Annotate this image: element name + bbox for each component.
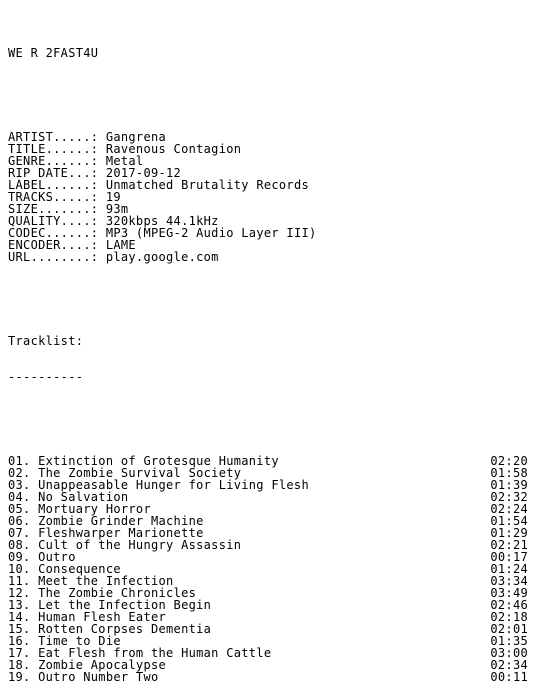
spacer <box>8 407 528 419</box>
info-value: 320kbps 44.1kHz <box>105 214 219 228</box>
info-row <box>8 251 528 263</box>
release-info-block <box>8 131 528 263</box>
info-label: GENRE......: <box>8 154 99 168</box>
track-duration: 02:32 <box>490 490 528 504</box>
track-duration: 01:39 <box>490 478 528 492</box>
tracklist-heading: Tracklist: <box>8 334 84 348</box>
track-duration: 03:49 <box>490 586 528 600</box>
info-value: Metal <box>105 154 144 168</box>
track-title: 13. Let the Infection Begin <box>8 598 212 612</box>
track-duration: 01:24 <box>490 562 528 576</box>
track-duration: 01:35 <box>490 634 528 648</box>
track-row <box>8 623 528 635</box>
info-value: MP3 (MPEG-2 Audio Layer III) <box>105 226 317 240</box>
track-row <box>8 563 528 575</box>
track-row <box>8 671 528 683</box>
track-row <box>8 551 528 563</box>
info-label: ENCODER....: <box>8 238 99 252</box>
track-duration: 01:54 <box>490 514 528 528</box>
tracklist-underline: ---------- <box>8 370 84 384</box>
info-label: URL........: <box>8 250 99 264</box>
track-title: 15. Rotten Corpses Dementia <box>8 622 212 636</box>
info-label: LABEL......: <box>8 178 99 192</box>
nfo-document <box>8 23 528 695</box>
track-duration: 01:29 <box>490 526 528 540</box>
info-label: QUALITY....: <box>8 214 99 228</box>
track-title: 11. Meet the Infection <box>8 574 174 588</box>
track-title: 07. Fleshwarper Marionette <box>8 526 204 540</box>
release-group-header: WE R 2FAST4U <box>8 46 99 60</box>
track-title: 09. Outro <box>8 550 76 564</box>
spacer <box>8 83 528 95</box>
track-title: 05. Mortuary Horror <box>8 502 151 516</box>
track-duration: 03:34 <box>490 574 528 588</box>
track-row <box>8 515 528 527</box>
track-duration: 02:46 <box>490 598 528 612</box>
track-row <box>8 575 528 587</box>
track-row <box>8 527 528 539</box>
track-title: 04. No Salvation <box>8 490 129 504</box>
track-title: 19. Outro Number Two <box>8 670 159 684</box>
track-row <box>8 599 528 611</box>
info-label: CODEC......: <box>8 226 99 240</box>
info-value: 19 <box>105 190 121 204</box>
track-title: 14. Human Flesh Eater <box>8 610 167 624</box>
track-row <box>8 635 528 647</box>
info-value: Ravenous Contagion <box>105 142 242 156</box>
track-title: 03. Unappeasable Hunger for Living Flesh <box>8 478 309 492</box>
track-row <box>8 539 528 551</box>
track-duration: 03:00 <box>490 646 528 660</box>
track-duration: 02:20 <box>490 454 528 468</box>
info-value: 93m <box>105 202 129 216</box>
info-label: TRACKS.....: <box>8 190 99 204</box>
track-row <box>8 647 528 659</box>
track-title: 16. Time to Die <box>8 634 121 648</box>
track-row <box>8 587 528 599</box>
track-duration: 02:21 <box>490 538 528 552</box>
track-row <box>8 491 528 503</box>
track-duration: 00:11 <box>490 670 528 684</box>
track-duration: 02:24 <box>490 502 528 516</box>
track-title: 01. Extinction of Grotesque Humanity <box>8 454 279 468</box>
info-label: RIP DATE...: <box>8 166 99 180</box>
track-title: 06. Zombie Grinder Machine <box>8 514 204 528</box>
tracklist <box>8 455 528 683</box>
track-duration: 02:34 <box>490 658 528 672</box>
track-row <box>8 479 528 491</box>
track-title: 18. Zombie Apocalypse <box>8 658 167 672</box>
info-value: LAME <box>105 238 136 252</box>
info-value: Unmatched Brutality Records <box>105 178 309 192</box>
track-title: 10. Consequence <box>8 562 121 576</box>
track-row <box>8 467 528 479</box>
track-title: 02. The Zombie Survival Society <box>8 466 242 480</box>
track-duration: 00:17 <box>490 550 528 564</box>
track-row <box>8 611 528 623</box>
spacer <box>8 299 528 311</box>
track-duration: 02:01 <box>490 622 528 636</box>
track-duration: 01:58 <box>490 466 528 480</box>
track-title: 12. The Zombie Chronicles <box>8 586 197 600</box>
info-value: play.google.com <box>105 250 219 264</box>
info-value: 2017-09-12 <box>105 166 182 180</box>
info-value: Gangrena <box>105 130 167 144</box>
track-title: 08. Cult of the Hungry Assassin <box>8 538 242 552</box>
track-row <box>8 659 528 671</box>
track-title: 17. Eat Flesh from the Human Cattle <box>8 646 272 660</box>
info-label: TITLE......: <box>8 142 99 156</box>
track-duration: 02:18 <box>490 610 528 624</box>
info-label: SIZE.......: <box>8 202 99 216</box>
track-row <box>8 503 528 515</box>
info-label: ARTIST.....: <box>8 130 99 144</box>
